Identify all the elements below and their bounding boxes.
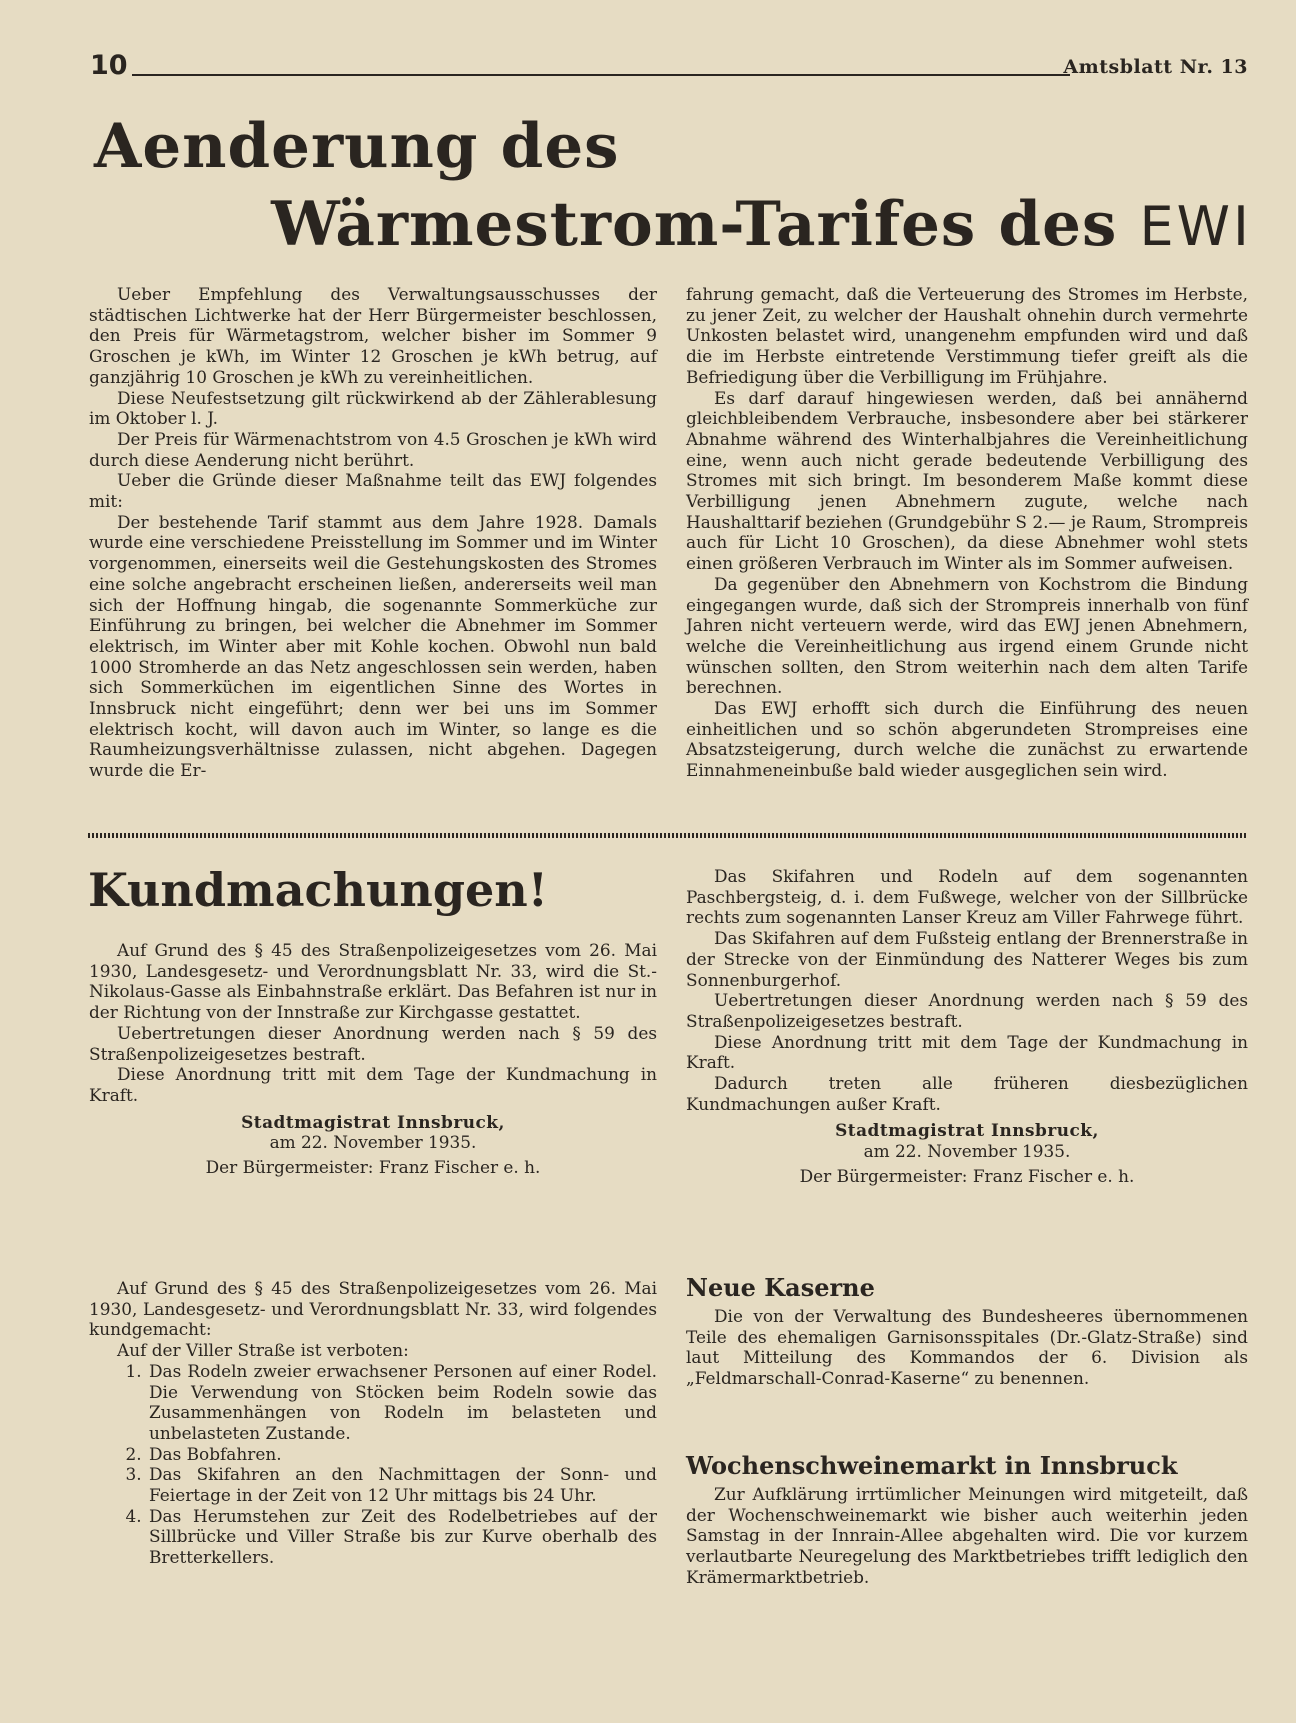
notice-paragraph: Uebertretungen dieser Anordnung werden nach § 59 des Straßenpolizeigesetzes bestraft. (89, 1022, 657, 1064)
signature-date: am 22. November 1935. (269, 1132, 477, 1153)
notice-paragraph: Das Skifahren auf dem Fußsteig entlang der Brennerstraße in der Strecke von der Einmündung des Natterer Weges bis zum Sonnenburgerhof. (686, 928, 1248, 990)
prohibition-list (89, 1361, 657, 1568)
article-paragraph: Da gegenüber den Abnehmern von Kochstrom die Bindung eingegangen wurde, daß sich der Strompreis innerhalb von fünf Jahren nicht verteuern werde, wird das EWJ jenen Abnehmern, welche die Vereinheitlichung aus irgend einem Grunde nicht wünschen sollten, den Strom weiterhin nach dem alten Tarife berechnen. (686, 573, 1248, 698)
header-rule (132, 74, 1070, 76)
article-paragraph: Es darf darauf hingewiesen werden, daß bei annähernd gleichbleibendem Verbrauche, insbesondere aber bei stärkerer Abnahme während des Winterhalbjahres die Vereinheitlichung eine, wenn auch nicht gerade bedeutende Verbilligung des Stromes mit sich bringt. Im besonderem Maße kommt diese Verbilligung jenen Abnehmern zugute, welche nach Haushalttarif beziehen (Grundgebühr S 2.— je Raum, Strompreis auch für Licht 10 Groschen), da diese Abnehmer wohl stets einen größeren Verbrauch im Winter als im Sommer aufweisen. (686, 387, 1248, 574)
notice-paragraph: Diese Anordnung tritt mit dem Tage der Kundmachung in Kraft. (89, 1064, 657, 1105)
list-item: 4. Das Herumstehen zur Zeit des Rodelbetriebes auf der Sillbrücke und Viller Straße bis zur Kurve oberhalb des Bretterkellers. (147, 1506, 657, 1568)
title-line-2 (92, 186, 1252, 266)
signature-office: Stadtmagistrat Innsbruck, (835, 1120, 1099, 1141)
kaserne-section (686, 1270, 1248, 1389)
notice-paragraph: Das Skifahren und Rodeln auf dem sogenannten Paschbergsteig, d. i. dem Fußwege, welcher von der Sillbrücke rechts zum sogenannten Lanser Kreuz am Viller Fahrwege führt. (686, 866, 1248, 928)
article-paragraph: Das EWJ erhofft sich durch die Einführung des neuen einheitlichen und so schön abgerundeten Strompreises eine Absatzsteigerung, durch welche die zunächst zu erwartende Einnahmeneinbuße bald wieder ausgeglichen sein wird. (686, 698, 1248, 781)
notice-paragraph: Dadurch treten alle früheren diesbezüglichen Kundmachungen außer Kraft. (686, 1073, 1248, 1114)
article-paragraph: Ueber Empfehlung des Verwaltungsausschusses der städtischen Lichtwerke hat der Herr Bürgermeister beschlossen, den Preis für Wärmetagstrom, welcher bisher im Sommer 9 Groschen je kWh, im Winter 12 Groschen je kWh betrug, auf ganzjährig 10 Groschen je kWh zu vereinheitlichen. (89, 284, 657, 387)
signature-office: Stadtmagistrat Innsbruck, (241, 1111, 505, 1132)
list-item: 1. Das Rodeln zweier erwachsener Personen auf einer Rodel. Die Verwendung von Stöcken beim Rodeln sowie das Zusammenhängen von Rodeln im belasteten und unbelasteten Zustande. (147, 1361, 657, 1444)
article-paragraph: Der bestehende Tarif stammt aus dem Jahre 1928. Damals wurde eine verschiedene Preisstellung im Sommer und im Winter vorgenommen, einerseits weil die Gestehungskosten des Stromes eine solche angebracht erscheinen ließen, andererseits weil man sich der Hoffnung hingab, die sogenannte Sommerküche zur Einführung zu bringen, bei welcher die Abnehmer im Sommer elektrisch, im Winter aber mit Kohle kochen. Obwohl nun bald 1000 Stromherde an das Netz angeschlossen sein werden, haben sich Sommerküchen im eigentlichen Sinne des Wortes in Innsbruck nicht eingeführt; denn wer bei uns im Sommer elektrisch kocht, will davon auch im Winter, so lange es die Raumheizungsverhältnisse zulassen, nicht abgehen. Dagegen wurde die Er- (89, 511, 657, 781)
page-header (90, 50, 1248, 86)
kaserne-title: Neue Kaserne (686, 1273, 875, 1302)
signature-mayor-name: Franz Fischer e. h. (972, 1165, 1135, 1186)
notice-2-continued (686, 866, 1248, 1187)
notice-1 (89, 940, 657, 1178)
notice-paragraph: Uebertretungen dieser Anordnung werden nach § 59 des Straßenpolizeigesetzes bestraft. (686, 990, 1248, 1031)
notice-2 (89, 1278, 657, 1568)
signature-date: am 22. November 1935. (863, 1141, 1071, 1162)
list-item: 2. Das Bobfahren. (147, 1444, 657, 1465)
signature-mayor (89, 1157, 657, 1178)
notice-paragraph: Auf Grund des § 45 des Straßenpolizeigesetzes vom 26. Mai 1930, Landesgesetz- und Verordnungsblatt Nr. 33, wird folgendes kundgemacht: (89, 1278, 657, 1340)
signature-mayor (686, 1166, 1248, 1187)
article-title (92, 108, 1252, 266)
section-divider (88, 833, 1246, 838)
notice-paragraph: Diese Anordnung tritt mit dem Tage der Kundmachung in Kraft. (686, 1031, 1248, 1073)
title-line-1: Aenderung des (94, 111, 620, 182)
markt-text: Zur Aufklärung irrtümlicher Meinungen wird mitgeteilt, daß der Wochenschweinemarkt wie bisher auch weiterhin jeden Samstag in der Innrain-Allee abgehalten wird. Die vor kurzem verlautbarte Neuregelung des Marktbetriebes trifft lediglich den Krämermarktbetrieb. (686, 1484, 1248, 1587)
signature-mayor-name: Franz Fischer e. h. (378, 1157, 541, 1178)
article-paragraph: Ueber die Gründe dieser Maßnahme teilt das EWJ folgendes mit: (89, 470, 657, 512)
kundmachungen-title: Kundmachungen! (88, 863, 548, 917)
title-ewi: EWI (1139, 195, 1252, 258)
title-line-2-text: Wärmestrom-Tarifes des (271, 189, 1118, 260)
signature-mayor-label: Der Bürgermeister: (799, 1165, 968, 1186)
article-right-column (686, 284, 1248, 781)
article-paragraph: Der Preis für Wärmenachtstrom von 4.5 Groschen je kWh wird durch diese Aenderung nicht berührt. (89, 428, 657, 470)
markt-title: Wochenschweinemarkt in Innsbruck (686, 1451, 1178, 1480)
article-left-column (89, 284, 657, 781)
page-number: 10 (90, 50, 128, 81)
kaserne-text: Die von der Verwaltung des Bundesheeres übernommenen Teile des ehemaligen Garnisonsspitales (Dr.-Glatz-Straße) sind laut Mitteilung des Kommandos der 6. Division als „Feldmarschall-Conrad-Kaserne“ zu benennen. (686, 1306, 1248, 1389)
list-item: 3. Das Skifahren an den Nachmittagen der Sonn- und Feiertage in der Zeit von 12 Uhr mittags bis 24 Uhr. (147, 1464, 657, 1505)
article-paragraph: Diese Neufestsetzung gilt rückwirkend ab der Zählerablesung im Oktober l. J. (89, 387, 657, 429)
signature-mayor-label: Der Bürgermeister: (205, 1157, 374, 1178)
issue-label: Amtsblatt Nr. 13 (1063, 56, 1248, 78)
markt-section (686, 1448, 1248, 1588)
notice-paragraph: Auf Grund des § 45 des Straßenpolizeigesetzes vom 26. Mai 1930, Landesgesetz- und Verordnungsblatt Nr. 33, wird die St.-Nikolaus-Gasse als Einbahnstraße erklärt. Das Befahren ist nur in der Richtung von der Innstraße zur Kirchgasse gestattet. (89, 940, 657, 1023)
article-paragraph: fahrung gemacht, daß die Verteuerung des Stromes im Herbste, zu jener Zeit, zu welcher der Haushalt ohnehin durch vermehrte Unkosten belastet wird, unangenehm empfunden wird und daß die im Herbste eintretende Verstimmung tiefer greift als die Befriedigung über die Verbilligung im Frühjahre. (686, 284, 1248, 387)
notice-paragraph: Auf der Viller Straße ist verboten: (117, 1340, 409, 1361)
